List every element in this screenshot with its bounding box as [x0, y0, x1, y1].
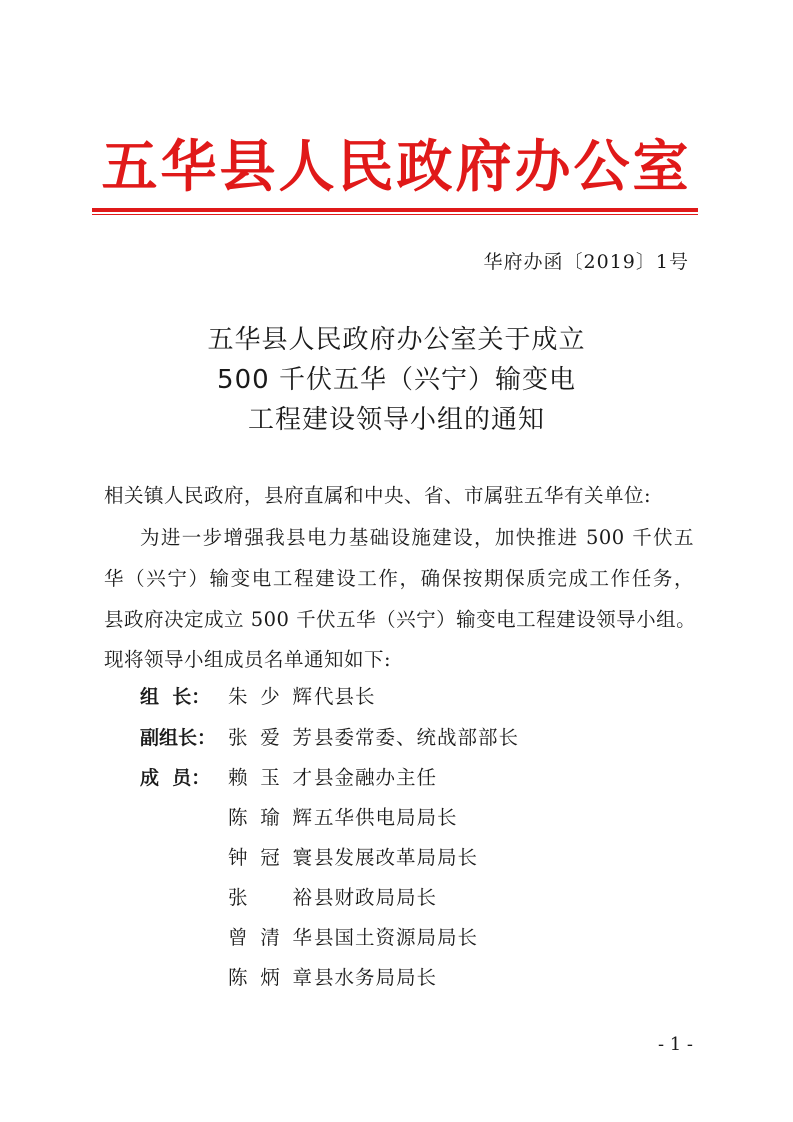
- salutation: 相关镇人民政府，县府直属和中央、省、市属驻五华有关单位:: [104, 484, 652, 507]
- member-name: 张裕: [228, 886, 312, 909]
- member-name: 陈瑜辉: [228, 806, 312, 829]
- member-title: 县金融办主任: [314, 766, 438, 789]
- red-header-rule-thin: [92, 214, 698, 215]
- member-title: 县委常委、统战部部长: [314, 726, 520, 749]
- paragraph-line-1: 为进一步增强我县电力基础设施建设，加快推进 500 千伏五: [140, 526, 694, 549]
- member-title: 县财政局局长: [314, 886, 438, 909]
- member-title: 县水务局局长: [314, 966, 438, 989]
- member-name: 钟冠寰: [228, 846, 312, 869]
- paragraph-line-4: 现将领导小组成员名单通知如下:: [104, 648, 392, 671]
- leader-role-label: 组 长：: [140, 686, 211, 708]
- member-role-label: 成 员：: [140, 767, 211, 789]
- member-name: 赖玉才: [228, 766, 312, 789]
- paragraph-line-3: 县政府决定成立 500 千伏五华（兴宁）输变电工程建设领导小组。: [104, 608, 697, 631]
- red-header-rule: [92, 208, 698, 212]
- paragraph-line-2: 华（兴宁）输变电工程建设工作，确保按期保质完成工作任务，: [104, 567, 694, 590]
- member-title: 代县长: [314, 685, 376, 708]
- document-title-line-3: 工程建设领导小组的通知: [247, 405, 545, 435]
- document-number: 华府办函〔2019〕1号: [483, 251, 689, 273]
- member-name: 朱少辉: [228, 685, 312, 708]
- member-name: 陈炳章: [228, 966, 312, 989]
- org-header-title: 五华县人民政府办公室: [101, 135, 692, 200]
- member-title: 五华供电局局长: [314, 806, 458, 829]
- document-title-line-1: 五华县人民政府办公室关于成立: [207, 325, 586, 355]
- member-title: 县发展改革局局长: [314, 846, 479, 869]
- page-number: - 1 -: [657, 1034, 693, 1055]
- member-name: 曾清华: [228, 926, 312, 949]
- deputy-role-label: 副组长：: [140, 727, 217, 749]
- member-name: 张爱芳: [228, 726, 312, 749]
- document-title-line-2: 500 千伏五华（兴宁）输变电: [217, 365, 576, 395]
- member-title: 县国土资源局局长: [314, 926, 479, 949]
